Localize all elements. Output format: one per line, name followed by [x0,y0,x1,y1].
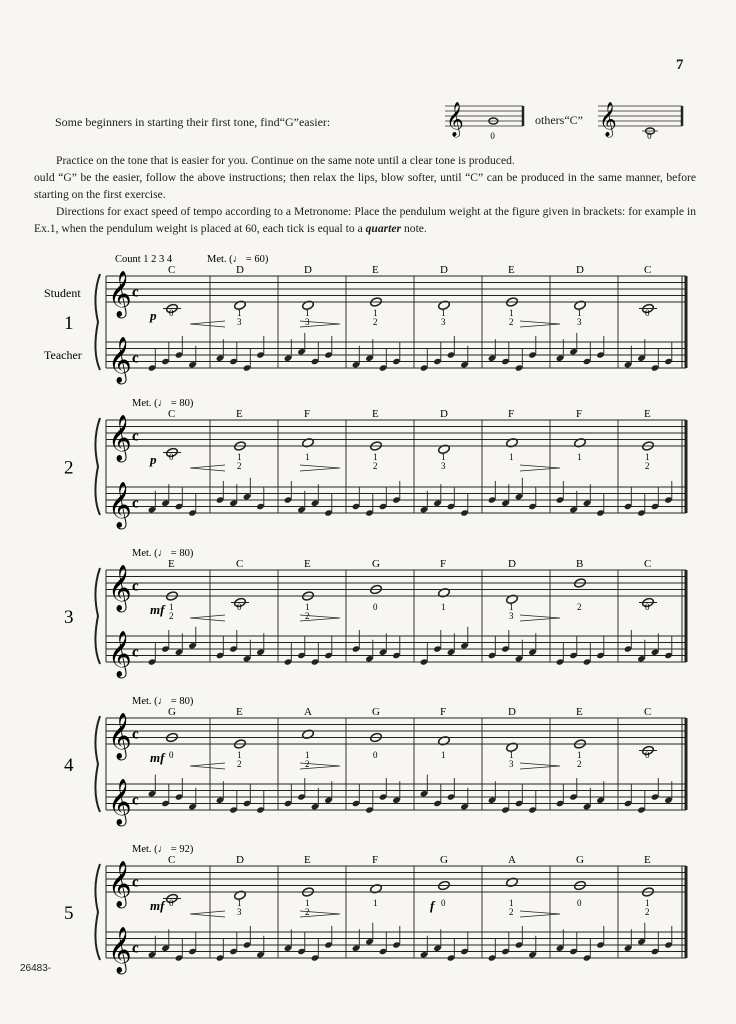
hairpin [190,465,225,471]
note-name: E [576,706,583,718]
fingering: 2 [373,317,378,327]
fingering: 3 [441,317,446,327]
fingering: 1 [509,750,514,760]
note-name: E [508,264,515,276]
system-brace [95,274,100,370]
dynamic-mark: p [150,452,157,467]
fingering: 0 [169,750,174,760]
fingering: 2 [645,461,650,471]
fingering: 1 [237,750,242,760]
fingering: 3 [509,611,514,621]
note-name: A [508,854,516,866]
fingering: 1 [577,750,582,760]
fingering: 0 [490,131,495,141]
fingering: 2 [237,759,242,769]
treble-clef-icon: 𝄞 [108,927,132,973]
fingering: 0 [645,602,650,612]
fingering: 1 [373,308,378,318]
dynamic-mark: p [150,308,157,323]
hairpin [520,763,560,769]
note-name: C [644,558,652,570]
fingering: 3 [237,317,242,327]
hairpin [190,763,225,769]
treble-clef-icon: 𝄞 [446,102,464,137]
system-brace [95,568,100,664]
note-name: E [236,706,243,718]
note-name: G [576,854,584,866]
common-time-icon: c [132,428,139,445]
fingering: 1 [645,452,650,462]
note-name: F [440,706,447,718]
paragraph-metronome-text: Directions for exact speed of tempo according to a Metronome: Place the pendulum weight at the figure given in brackets: for example in Ex.1, when the pendulum weight is placed at 60, each tick is equal to a [34,205,696,235]
treble-clef-icon: 𝄞 [108,337,132,383]
note-name: D [508,706,516,718]
fingering: 1 [305,452,310,462]
system-brace [95,716,100,812]
common-time-icon: c [132,350,139,367]
fingering: 0 [169,308,174,318]
fingering: 2 [305,611,310,621]
hairpin [190,615,225,621]
note-name: D [440,264,448,276]
fingering: 0 [645,308,650,318]
fingering: 1 [509,308,514,318]
system-brace [95,864,100,960]
fingering: 2 [509,907,514,917]
fingering: 1 [441,602,446,612]
fingering: 2 [373,461,378,471]
note-name: E [236,408,243,420]
metronome-mark: Met. (♩ = 80) [132,548,194,559]
note-name: F [508,408,515,420]
note-name: E [372,264,379,276]
fingering: 3 [509,759,514,769]
fingering: 1 [577,452,582,462]
fingering: 3 [237,907,242,917]
hairpin [520,321,560,327]
note-name: E [168,558,175,570]
note-name: C [168,854,176,866]
fingering: 0 [237,602,242,612]
exercise-number: 1 [64,313,74,334]
fingering: 0 [645,750,650,760]
fingering: 1 [509,452,514,462]
exercise-number: 2 [64,457,74,479]
fingering: 2 [305,907,310,917]
fingering: 2 [509,317,514,327]
fingering: 1 [237,452,242,462]
fingering: 2 [577,759,582,769]
treble-clef-icon: 𝄞 [108,631,132,677]
fingering: 1 [441,750,446,760]
note-name: F [372,854,379,866]
treble-clef-icon: 𝄞 [108,861,132,907]
note-name: D [576,264,584,276]
note-name: C [644,706,652,718]
dynamic-mark: mf [150,898,165,913]
fingering: 0 [441,898,446,908]
note-name: A [304,706,312,718]
note-name: F [576,408,583,420]
note-name: C [644,264,652,276]
note-name: E [644,408,651,420]
fingering: 0 [647,131,652,141]
fingering: 1 [305,308,310,318]
common-time-icon: c [132,940,139,957]
fingering: 0 [373,602,378,612]
fingering: 2 [645,907,650,917]
note-name: E [644,854,651,866]
dynamic-mark: mf [150,602,165,617]
note-name: D [236,264,244,276]
note-name: G [372,706,380,718]
fingering: 1 [305,898,310,908]
paragraph-relax: ould “G” be the easier, follow the above instructions; then relax the lips, blow softer, until “C” can be produced in the same manner, before starting on the first exercise. [34,171,696,201]
note-name: G [168,706,176,718]
note-name: D [508,558,516,570]
metronome-mark: Met. (♩ = 60) [207,254,269,265]
metronome-mark: Met. (♩ = 80) [132,696,194,707]
exercise-number: 4 [64,755,74,776]
hairpin [300,465,340,471]
note-name: E [372,408,379,420]
fingering: 1 [645,898,650,908]
fingering: 3 [305,317,310,327]
metronome-mark: Met. (♩ = 92) [132,844,194,855]
common-time-icon: c [132,792,139,809]
treble-clef-icon: 𝄞 [108,482,132,528]
common-time-icon: c [132,644,139,661]
fingering: 2 [237,461,242,471]
hairpin [190,321,225,327]
common-time-icon: c [132,495,139,512]
dynamic-mark: mf [150,750,165,765]
count-label: Count 1 2 3 4 [115,254,173,265]
fingering: 1 [305,602,310,612]
fingering: 0 [577,898,582,908]
exercise-number: 3 [64,607,74,628]
note-name: D [440,408,448,420]
paragraph-practice: Practice on the tone that is easier for you. Continue on the same note until a clear tone is produced. [56,154,515,167]
note-name: C [168,408,176,420]
fingering: 0 [169,898,174,908]
metronome-mark: Met. (♩ = 80) [132,398,194,409]
fingering: 1 [237,308,242,318]
fingering: 1 [169,602,174,612]
fingering: 3 [577,317,582,327]
dynamic-mark: f [430,898,435,913]
fingering: 0 [169,452,174,462]
fingering: 1 [373,898,378,908]
treble-clef-icon: 𝄞 [599,102,617,137]
fingering: 2 [169,611,174,621]
note-name: B [576,558,584,570]
common-time-icon: c [132,578,139,595]
paragraph-metronome-suffix: note. [403,222,427,235]
fingering: 1 [237,898,242,908]
fingering: 2 [577,602,582,612]
fingering: 1 [441,452,446,462]
note-name: G [440,854,448,866]
intro-sentence: Some beginners in starting their first tone, find“G”easier: [55,115,331,129]
exercise-number: 5 [64,903,74,924]
fingering: 0 [373,750,378,760]
note-name: D [304,264,312,276]
common-time-icon: c [132,874,139,891]
hairpin [520,615,560,621]
plate-number: 26483- [20,963,52,974]
note-name: E [304,558,311,570]
paragraph-metronome-emph: quarter [365,222,402,235]
teacher-label: Teacher [44,348,82,362]
intro-others: others“C” [535,113,583,127]
fingering: 1 [509,602,514,612]
treble-clef-icon: 𝄞 [108,271,132,317]
fingering: 1 [305,750,310,760]
page-number: 7 [676,57,684,73]
note-name: G [372,558,380,570]
treble-clef-icon: 𝄞 [108,415,132,461]
fingering: 1 [509,898,514,908]
note-name: F [440,558,447,570]
hairpin [520,911,560,917]
common-time-icon: c [132,284,139,301]
system-brace [95,418,100,515]
note-name: F [304,408,311,420]
note-name: D [236,854,244,866]
treble-clef-icon: 𝄞 [108,565,132,611]
student-label: Student [44,286,81,300]
fingering: 1 [577,308,582,318]
common-time-icon: c [132,726,139,743]
note-name: C [236,558,244,570]
fingering: 1 [373,452,378,462]
note-name: E [304,854,311,866]
hairpin [190,911,225,917]
treble-clef-icon: 𝄞 [108,779,132,825]
treble-clef-icon: 𝄞 [108,713,132,759]
fingering: 3 [441,461,446,471]
hairpin [520,465,560,471]
fingering: 2 [305,759,310,769]
fingering: 1 [441,308,446,318]
note-name: C [168,264,176,276]
